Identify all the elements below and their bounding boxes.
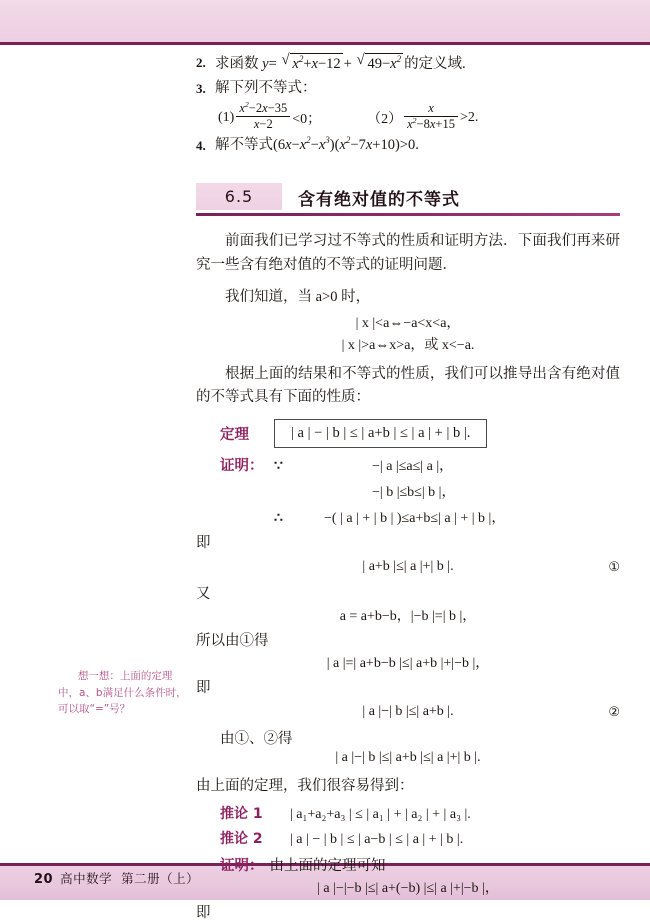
- connective-ji-2: 即: [196, 679, 211, 696]
- exercise-2-suffix: 的定义域.: [404, 56, 466, 72]
- sub-problem-1-label: (1): [218, 109, 235, 125]
- theorem-label: 定理: [220, 426, 249, 443]
- exercise-body: 解下列不等式：: [215, 79, 317, 96]
- exercise-number: 4.: [196, 137, 206, 153]
- fraction-denominator: x−2: [236, 116, 290, 132]
- from-eq1-eq2-lead: 由①、②得: [220, 730, 293, 747]
- equation-a-decomposition: a = a+b−b，|−b |=| b |，: [339, 608, 477, 624]
- fraction-numerator: x: [428, 101, 434, 116]
- from-eq1-lead: 所以由①得: [196, 632, 269, 649]
- corollary-proof-text: 由上面的定理可知: [269, 858, 386, 875]
- radical-2: √ $49-x^2$: [356, 52, 403, 75]
- exercise-number: 3.: [196, 80, 206, 96]
- equation-2-line: [196, 704, 620, 720]
- section-title: 含有绝对值的不等式: [298, 190, 460, 211]
- equation-1-line: [196, 559, 620, 575]
- proof-row-2: [196, 481, 620, 501]
- exercise-2-equals: =: [268, 56, 277, 72]
- fraction-1: [236, 101, 290, 132]
- sub-problem-1-relation: <0；: [292, 111, 322, 127]
- section-heading: [196, 183, 620, 221]
- corollary-lead: 由上面的定理，我们很容易得到：: [196, 777, 414, 794]
- corollary-row-1: [196, 803, 620, 823]
- exercise-2-plus: +: [343, 56, 352, 72]
- book-title: 高中数学: [60, 871, 113, 886]
- exercise-body: [215, 52, 620, 75]
- proof-line-1: −| a |≤a≤| a |，: [372, 458, 454, 474]
- equation-2-number: ②: [608, 703, 620, 719]
- book-volume: 第二册（上）: [121, 871, 200, 886]
- exercise-2-variable: y: [262, 56, 269, 72]
- proof-row-1: [196, 454, 620, 475]
- content-column: [196, 52, 620, 922]
- derive-lead: 根据上面的结果和不等式的性质，我们可以推导出含有绝对值的不等式具有下面的性质：: [196, 365, 620, 406]
- connective-ji-3: 即: [196, 905, 211, 922]
- equation-2: | a |−| b |≤| a+b |.: [362, 703, 454, 719]
- corollary-2-label: 推论 2: [220, 831, 263, 848]
- exercise-number: 2.: [196, 55, 206, 70]
- known-formula-1: | x |<a⇔−a<x<a，: [355, 315, 461, 331]
- intro-paragraph: 前面我们已学习过不等式的性质和证明方法．下面我们再来研究一些含有绝对值的不等式的证明问题．: [196, 233, 620, 273]
- page-number: 20: [34, 872, 54, 887]
- theorem-row: [196, 419, 620, 448]
- fraction-numerator: $x^2-2x-35$: [239, 100, 288, 116]
- corollary-1-label: 推论 1: [220, 806, 263, 823]
- known-formula-2: | x |>a⇔x>a，或 x<−a.: [341, 337, 475, 353]
- theorem-statement: | a | − | b | ≤ | a+b | ≤ | a | + | b |.: [274, 419, 487, 448]
- sub-problem-row: [196, 102, 620, 133]
- radical-1: √ $x^2+x-12$: [281, 52, 342, 75]
- proof-label: 证明：: [220, 457, 264, 474]
- fraction-denominator: $x^2-8x+15$: [404, 116, 458, 132]
- margin-note-think: 想一想：上面的定理中，a、b满足什么条件时，可以取“=”号？: [58, 670, 187, 716]
- section-number: 6.5: [224, 187, 254, 207]
- because-symbol: ∵: [274, 458, 283, 474]
- exercise-2-prefix: 求函数: [215, 56, 259, 72]
- page-top-band: [0, 0, 650, 42]
- equation-1-number: ①: [608, 558, 620, 574]
- fraction-2: [404, 101, 458, 132]
- equation-2-middle: | a |=| a+b−b |≤| a+b |+|−b |，: [326, 655, 490, 671]
- corollary-1-statement: | a₁+a₂+a₃ | ≤ | a₁ | + | a₂ | + | a₃ |.: [290, 807, 471, 823]
- corollary-2-statement: | a | − | b | ≤ | a−b | ≤ | a | + | b |.: [290, 832, 464, 848]
- proof-row-3: [196, 507, 620, 527]
- corollary-proof-label: 证明：: [220, 858, 264, 875]
- equation-3: | a |−| b |≤| a+b |≤| a |+| b |.: [335, 749, 481, 765]
- sub-problem-2-relation: >2.: [459, 109, 479, 125]
- equation-1: | a+b |≤| a |+| b |.: [362, 558, 454, 574]
- proof-line-3: −( | a | + | b | )≤a+b≤| a | + | b |，: [324, 510, 506, 526]
- connective-ji-1: 即: [196, 534, 211, 551]
- exercise-item-2: [196, 52, 620, 75]
- exercise-item-4: [196, 135, 620, 156]
- corollary-row-2: [196, 828, 620, 848]
- therefore-symbol: ∴: [274, 510, 283, 526]
- proof-line-2: −| b |≤b≤| b |，: [372, 484, 456, 500]
- known-lead: 我们知道，当 a>0 时，: [225, 289, 371, 306]
- corollary-proof-row: [196, 854, 620, 875]
- corollary-proof-equation: | a |−|−b |≤| a+(−b) |≤| a |+|−b |，: [317, 881, 499, 897]
- page-footer: [34, 869, 199, 887]
- page-top-rule: [0, 42, 650, 45]
- connective-you: 又: [196, 585, 211, 602]
- section-rule: [196, 213, 620, 216]
- exercise-body: 解不等式$(6x-x^2-x^3)(x^2-7x+10)>0$.: [215, 135, 419, 153]
- exercise-item-3: [196, 78, 620, 99]
- sub-problem-2-label: （2）: [367, 111, 403, 127]
